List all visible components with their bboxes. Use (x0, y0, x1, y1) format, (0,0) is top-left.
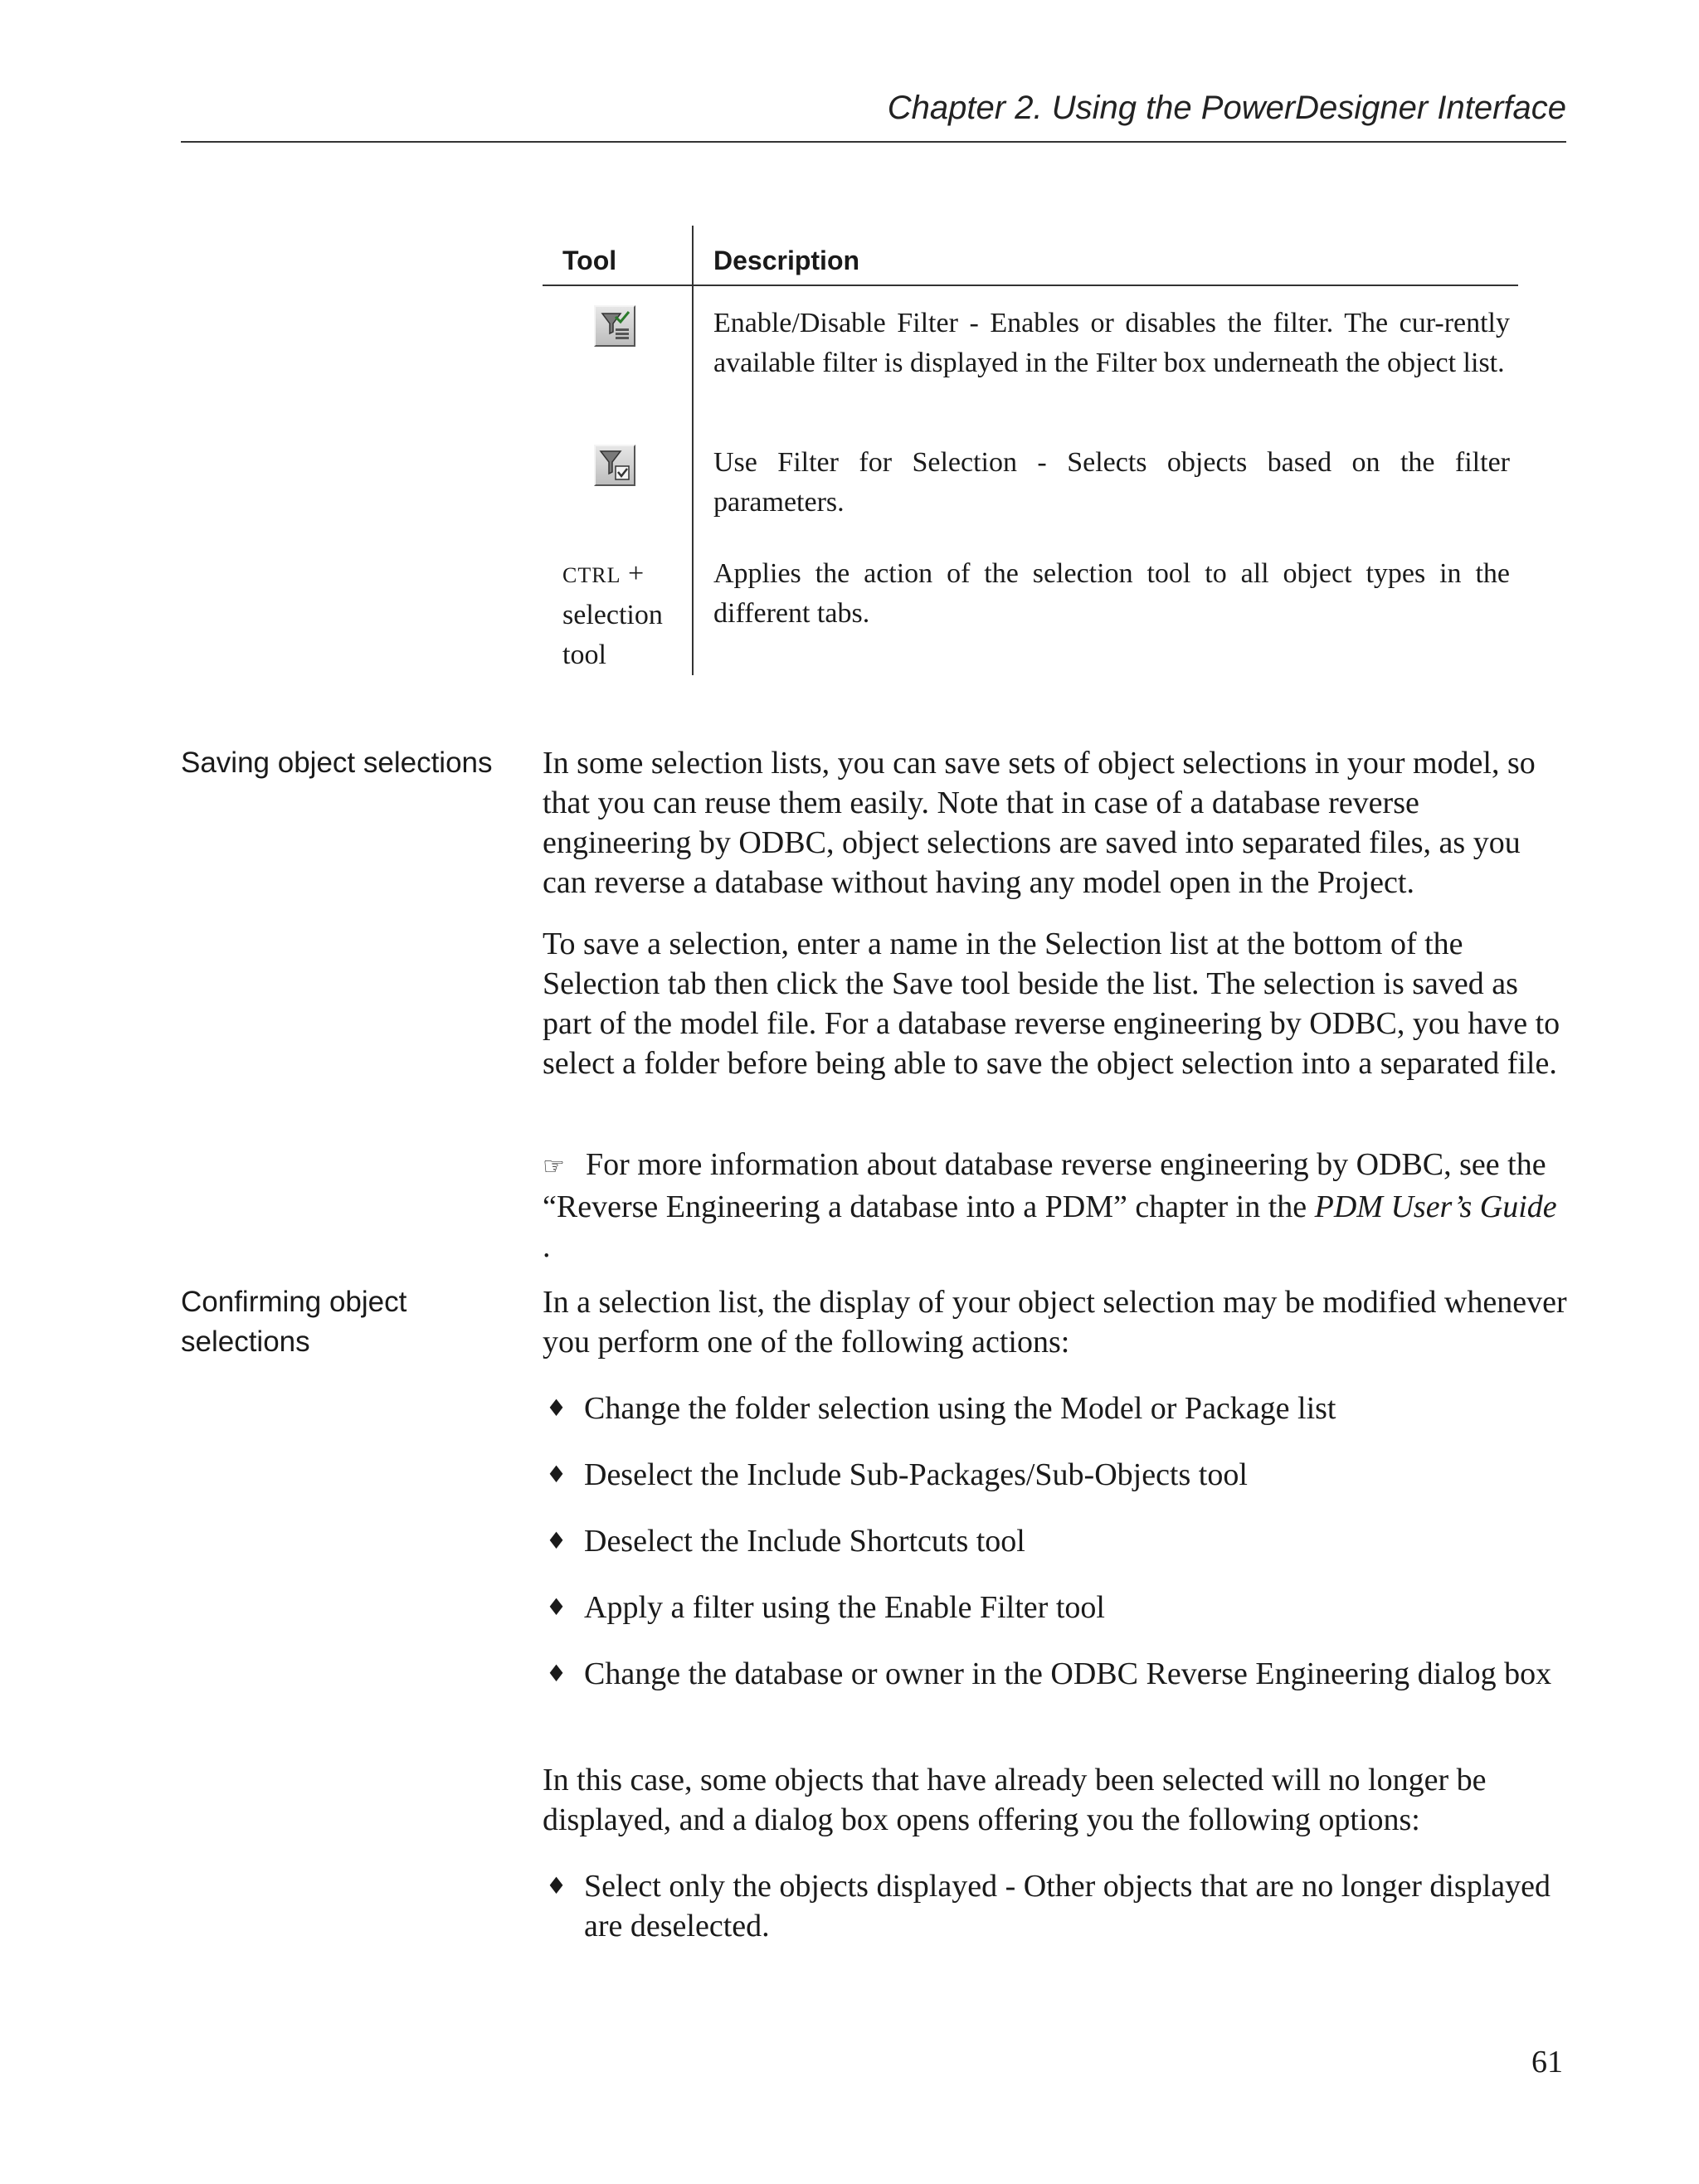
saving-selections-label: Saving object selections (181, 747, 493, 779)
diamond-bullet-icon: ♦ (546, 1394, 567, 1422)
diamond-bullet-icon: ♦ (546, 1461, 567, 1488)
list-item: ♦ Change the folder selection using the Model or Package list (543, 1389, 1568, 1428)
pointing-hand-icon: ☞ (543, 1152, 565, 1181)
page-number: 61 (1531, 2045, 1563, 2079)
use-filter-for-selection-icon (594, 445, 635, 486)
confirming-after-list: In this case, some objects that have already been selected will no longer be displayed, and a dialog box opens offering you the following options: (543, 1763, 1487, 1837)
table-header-tool: Tool (562, 246, 617, 275)
table-header-description: Description (713, 246, 860, 275)
tool-table (543, 226, 1518, 675)
list-item: ♦ Apply a filter using the Enable Filter tool (543, 1588, 1568, 1627)
pdm-guide-reference: PDM User’s Guide (1314, 1189, 1557, 1224)
saving-paragraph-1: In some selection lists, you can save sets of object selections in your model, so that you can reuse them easily. Note that in case of a database reverse engineering by ODBC, object selections are saved into separated files, as you can reverse a database without having any model open in the Project. (543, 746, 1536, 900)
enable-disable-filter-icon (594, 305, 635, 347)
confirming-selections-label: Confirming object selections (181, 1286, 407, 1358)
row-ctrl-selection-description: Applies the action of the selection tool to all object types in the different tabs. (713, 558, 1510, 629)
chapter-header: Chapter 2. Using the PowerDesigner Interface (887, 90, 1566, 126)
diamond-bullet-icon: ♦ (546, 1527, 567, 1554)
table-column-divider (692, 226, 694, 675)
list-item: ♦ Deselect the Include Sub-Packages/Sub-Objects tool (543, 1455, 1568, 1495)
header-rule (181, 141, 1566, 143)
list-item: ♦ Deselect the Include Shortcuts tool (543, 1521, 1568, 1561)
saving-p3-end: . (543, 1229, 551, 1264)
list-item: ♦ Select only the objects displayed - Other objects that are no longer displayed are deselected. (543, 1866, 1568, 1946)
saving-paragraph-2: To save a selection, enter a name in the Selection list at the bottom of the Selection tab then click the Save tool beside the list. The selection is saved as part of the model file. For a database reverse engineering by ODBC, you have to select a folder before being able to save the object selection into a separated file. (543, 927, 1560, 1081)
diamond-bullet-icon: ♦ (546, 1593, 567, 1621)
row-enable-filter-description: Enable/Disable Filter - Enables or disables the filter. The cur-rently available filter is displayed in the Filter box underneath the object list. (713, 308, 1510, 378)
diamond-bullet-icon: ♦ (546, 1660, 567, 1687)
confirming-intro: In a selection list, the display of your object selection may be modified whenever you perform one of the following actions: (543, 1285, 1567, 1360)
row-ctrl-selection-tool (562, 554, 687, 675)
diamond-bullet-icon: ♦ (546, 1872, 567, 1899)
ctrl-key-label: CTRL (562, 563, 621, 587)
list-item: ♦ Change the database or owner in the ODBC Reverse Engineering dialog box (543, 1654, 1568, 1694)
saving-p3-text: For more information about database reverse engineering by ODBC, see the “Reverse Engineering a database into a PDM” chapter in the (543, 1147, 1546, 1224)
saving-paragraph-3 (543, 1145, 1568, 1267)
ctrl-selection-tool-text: + selection tool (562, 558, 663, 670)
table-header-rule (543, 285, 1518, 286)
row-filter-selection-description: Use Filter for Selection - Selects objects based on the filter parameters. (713, 447, 1510, 518)
